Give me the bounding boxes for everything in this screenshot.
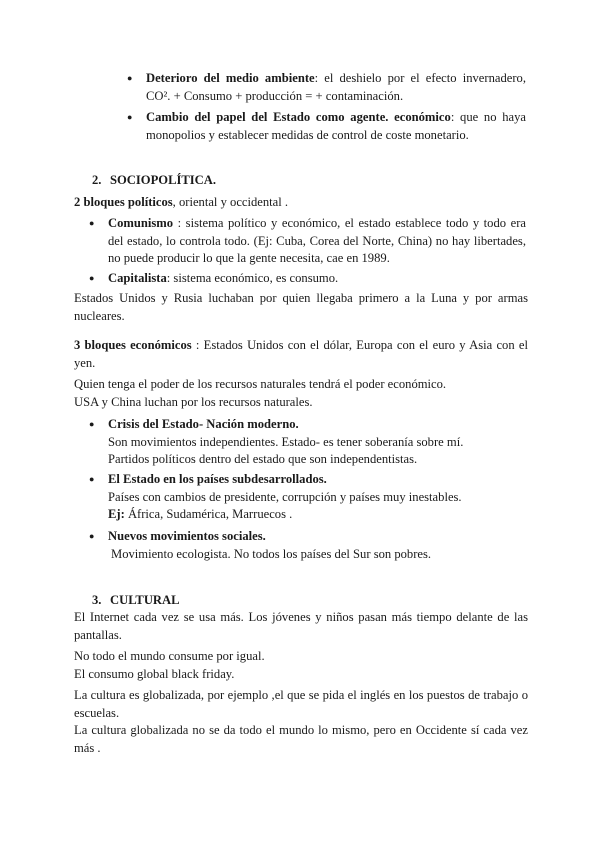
bullet-comunismo (89, 215, 526, 268)
bullet-title: Crisis del Estado- Nación moderno. (108, 417, 299, 431)
paragraph-title: 3 bloques económicos (74, 338, 192, 352)
paragraph-text: : Estados Unidos con el dólar, Europa con el euro y Asia con el yen. (74, 338, 528, 370)
bullet-title: Deterioro del medio ambiente (146, 71, 315, 85)
bullet-capitalista (89, 270, 526, 288)
section-title: SOCIOPOLÍTICA. (110, 173, 217, 187)
paragraph-bloques-economicos (74, 337, 528, 372)
paragraph-cultura-occidente: La cultura globalizada no se da todo el mundo lo mismo, pero en Occidente sí cada vez más . (74, 723, 528, 755)
bullet-deterioro-medio-ambiente (127, 70, 526, 105)
bullet-dot: ● (127, 112, 133, 122)
bullet-nuevos-movimientos (89, 528, 526, 563)
section-number: 3. (92, 593, 102, 607)
section-heading-sociopolitica (92, 172, 216, 190)
section-heading-cultural (92, 592, 180, 610)
bullet-dot: ● (89, 218, 95, 228)
bullet-dot: ● (127, 73, 133, 83)
paragraph-line: Quien tenga el poder de los recursos naturales tendrá el poder económico. (74, 377, 447, 391)
bullet-dot: ● (89, 474, 95, 484)
bullet-line (108, 506, 526, 524)
paragraph-cultura-globalizada: La cultura es globalizada, por ejemplo ,el que se pida el inglés en los puestos de trabajo o escuelas. (74, 688, 528, 720)
bullet-title: Nuevos movimientos sociales. (108, 529, 266, 543)
bullet-dot: ● (89, 273, 95, 283)
section-number: 2. (92, 173, 102, 187)
bullet-text: : que no haya monopolios y establecer medidas de control de coste monetario. (146, 110, 527, 142)
paragraph-text: , oriental y occidental . (172, 195, 289, 209)
bullet-text: : sistema económico, es consumo. (166, 271, 339, 285)
paragraph-consumo (74, 648, 528, 683)
paragraph-line: No todo el mundo consume por igual. (74, 649, 265, 663)
bullet-title: Comunismo (108, 216, 174, 230)
paragraph-poder-recursos (74, 376, 528, 411)
paragraph-title: 2 bloques políticos (74, 195, 173, 209)
bullet-estado-subdesarrollados (89, 471, 526, 524)
bullet-title: Cambio del papel del Estado como agente. económico (146, 110, 451, 124)
bullet-text: : el deshielo por el efecto invernadero, CO². + Consumo + producción = + contaminación. (146, 71, 526, 103)
bullet-title: Capitalista (108, 271, 167, 285)
bullet-line: Países con cambios de presidente, corrupción y países muy inestables. (108, 489, 462, 504)
paragraph-line: USA y China luchan por los recursos naturales. (74, 394, 313, 409)
paragraph-bloques-politicos (74, 194, 528, 212)
example-label: Ej: (108, 507, 125, 521)
bullet-line: Partidos políticos dentro del estado que son independentistas. (108, 452, 418, 466)
bullet-text: : sistema político y económico, el estado establece todo y todo era del estado, lo controla todo. (Ej: Cuba, Corea del Norte, China) no hay libertades, no puede producir lo que la gente necesita, cae en 1989. (108, 216, 526, 265)
paragraph-line: El consumo global black friday. (74, 666, 235, 681)
bullet-dot: ● (89, 531, 95, 541)
bullet-dot: ● (89, 419, 95, 429)
example-text: África, Sudamérica, Marruecos . (124, 507, 293, 521)
bullet-line: Movimiento ecologista. No todos los países del Sur son pobres. (111, 546, 432, 561)
section-title: CULTURAL (110, 593, 180, 607)
bullet-title: El Estado en los países subdesarrollados. (108, 472, 327, 486)
paragraph-carrera-luna: Estados Unidos y Rusia luchaban por quien llegaba primero a la Luna y por armas nucleares. (74, 291, 528, 323)
bullet-line: Son movimientos independientes. Estado- es tener soberanía sobre mí. (108, 434, 464, 449)
paragraph-internet: El Internet cada vez se usa más. Los jóvenes y niños pasan más tiempo delante de las pantallas. (74, 610, 528, 642)
bullet-crisis-estado-nacion (89, 416, 526, 469)
bullet-cambio-papel-estado (127, 109, 527, 144)
